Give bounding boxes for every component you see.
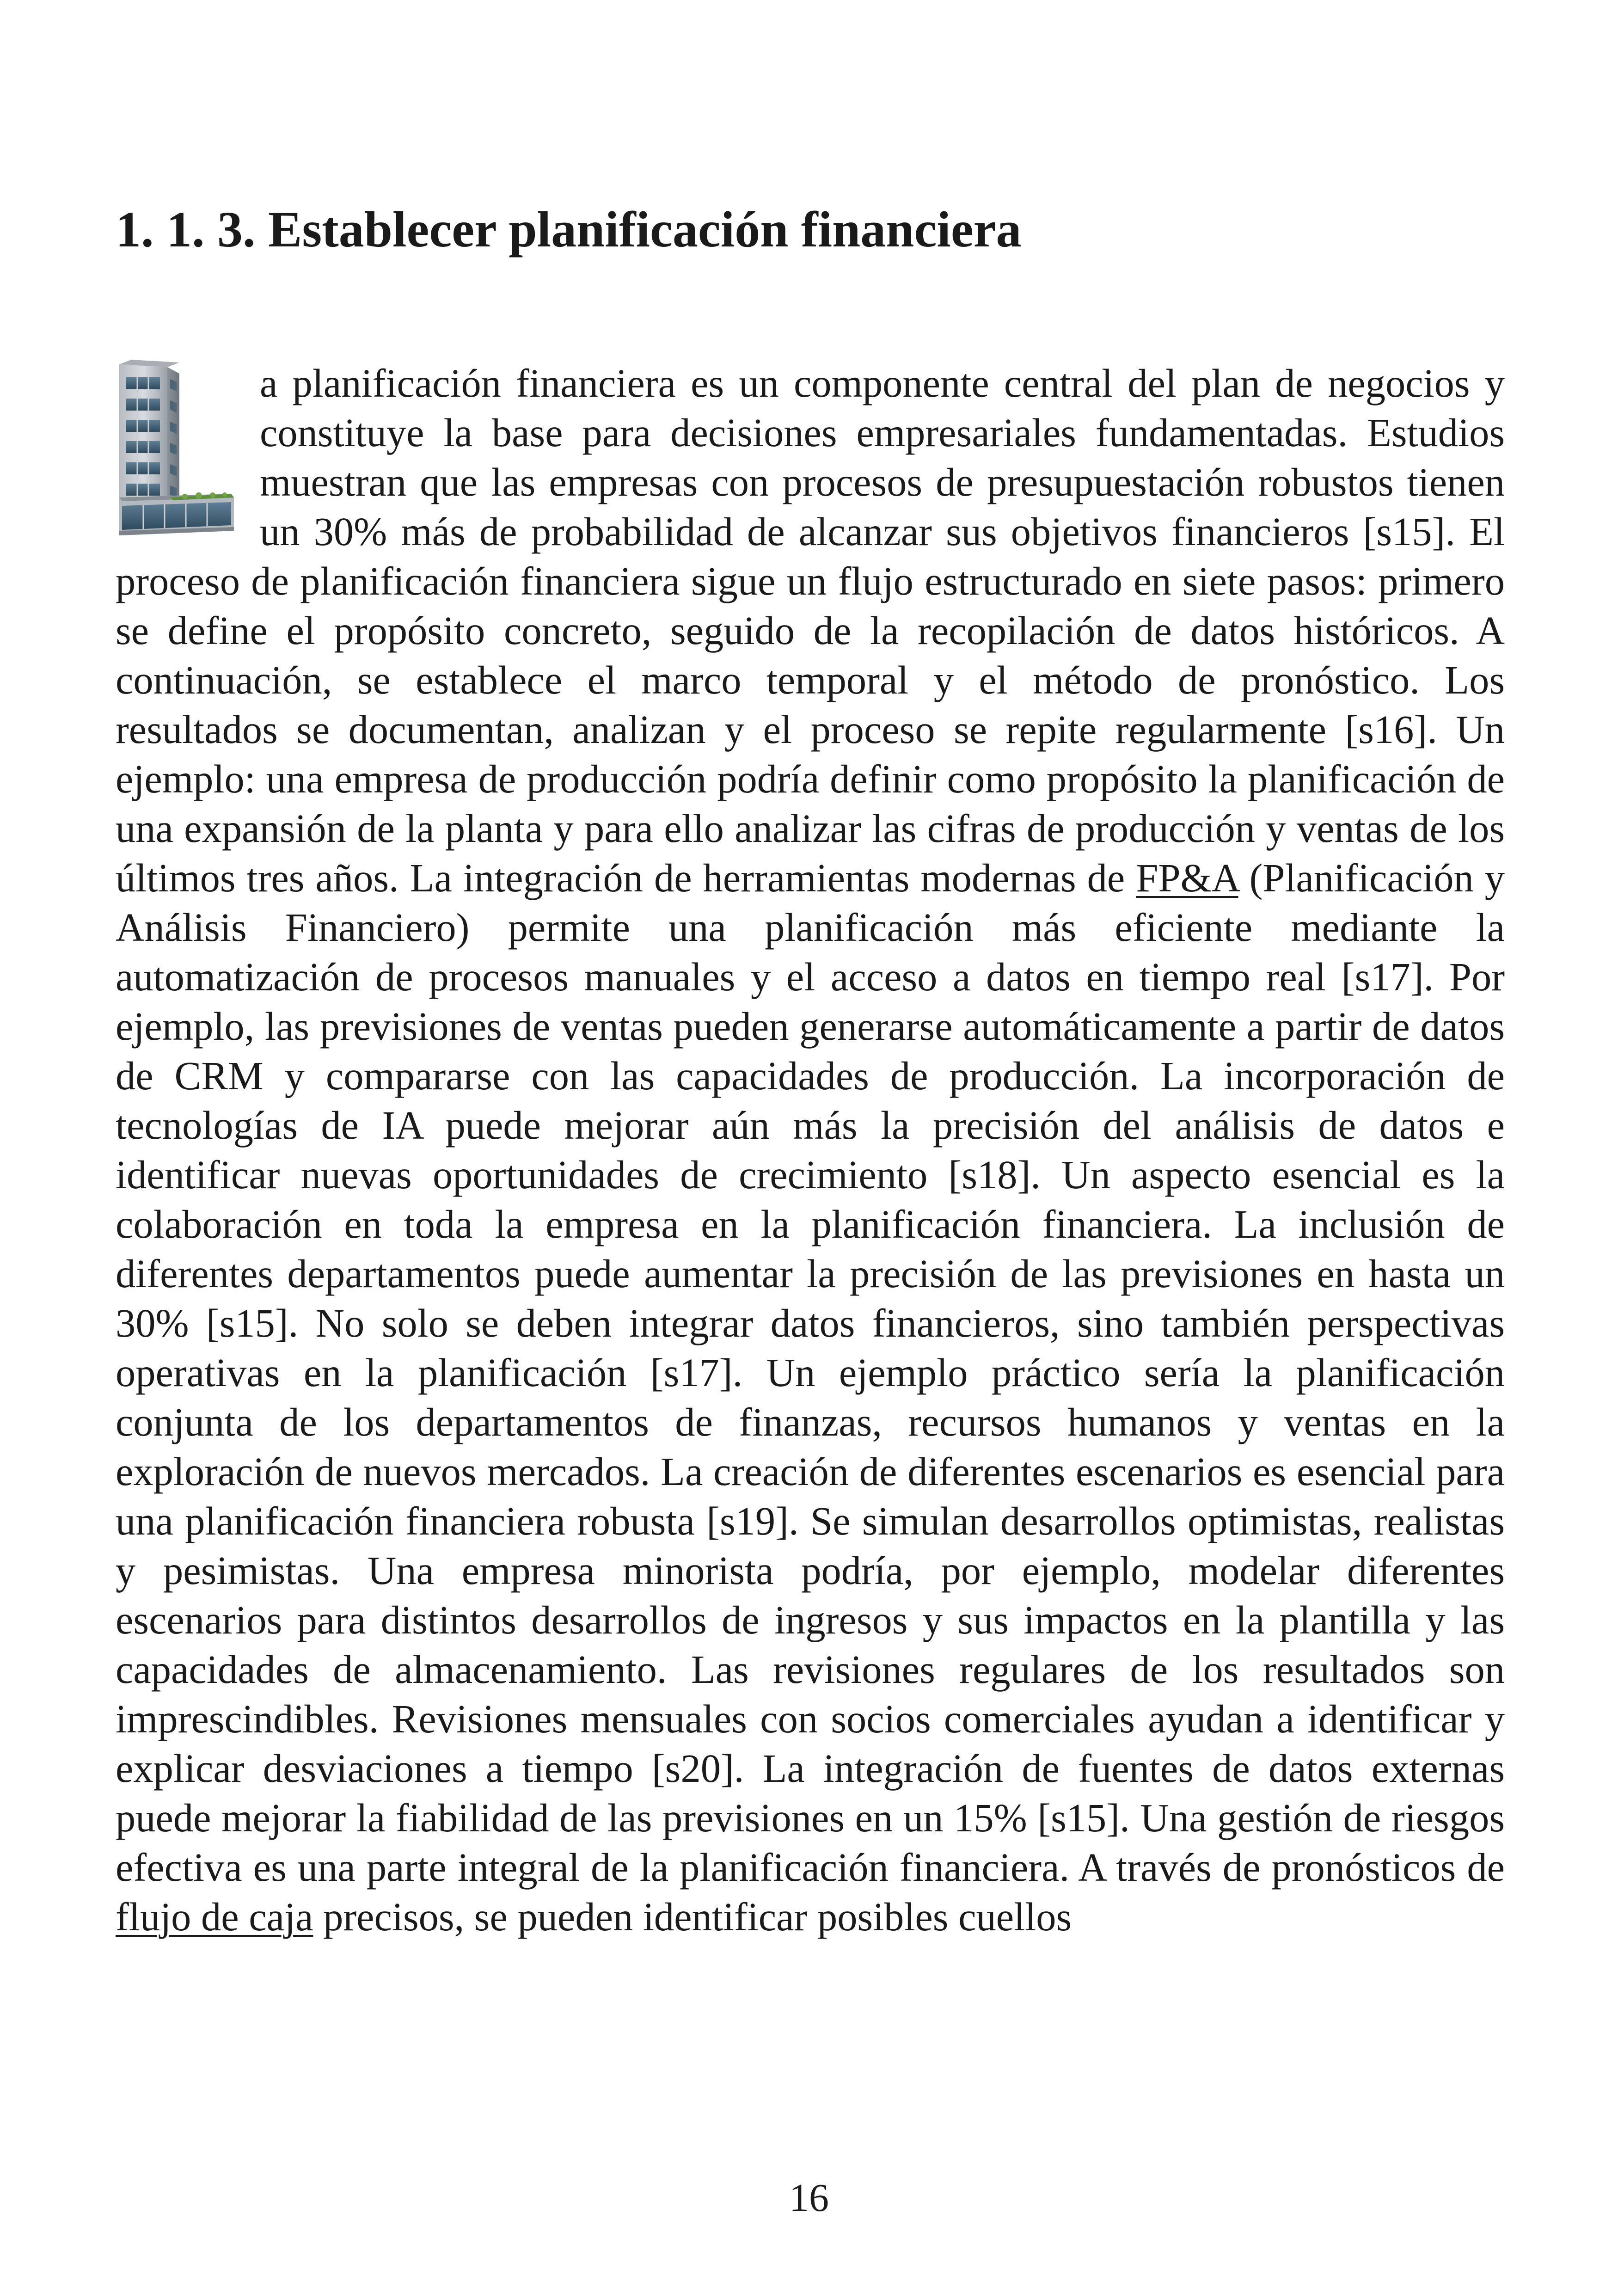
body-paragraph [116,359,1505,1942]
fpa-link[interactable]: FP&A [1136,856,1238,900]
paragraph-text-part-1: a planificación financiera es un componente central del plan de negocios y constituye la base para decisiones empresariales fundamentadas. Estudios muestran que las empresas con procesos de presupuestación robustos tienen un 30% más de probabilidad de alcanzar sus objetivos financieros [s15]. El proceso de planificación financiera sigue un flujo estructurado en siete pasos: primero se define el propósito concreto, seguido de la recopilación de datos históricos. A continuación, se establece el marco temporal y el método de pronóstico. Los resultados se documentan, analizan y el proceso se repite regularmente [s16]. Un ejemplo: una empresa de producción podría definir como propósito la planificación de una expansión de la planta y para ello analizar las cifras de producción y ventas de los últimos tres años. La integración de herramientas modernas de [116,361,1505,900]
section-heading: 1. 1. 3. Establecer planificación financiera [116,201,1022,258]
paragraph-text-part-2: (Planificación y Análisis Financiero) permite una planificación más eficiente mediante la automatización de procesos manuales y el acceso a datos en tiempo real [s17]. Por ejemplo, las previsiones de ventas pueden generarse automáticamente a partir de datos de CRM y compararse con las capacidades de producción. La incorporación de tecnologías de IA puede mejorar aún más la precisión del análisis de datos e identificar nuevas oportunidades de crecimiento [s18]. Un aspecto esencial es la colaboración en toda la empresa en la planificación financiera. La inclusión de diferentes departamentos puede aumentar la precisión de las previsiones en hasta un 30% [s15]. No solo se deben integrar datos financieros, sino también perspectivas operativas en la planificación [s17]. Un ejemplo práctico sería la planificación conjunta de los departamentos de finanzas, recursos humanos y ventas en la exploración de nuevos mercados. La creación de diferentes escenarios es esencial para una planificación financiera robusta [s19]. Se simulan desarrollos optimistas, realistas y pesimistas. Una empresa minorista podría, por ejemplo, modelar diferentes escenarios para distintos desarrollos de ingresos y sus impactos en la plantilla y las capacidades de almacenamiento. Las revisiones regulares de los resultados son imprescindibles. Revisiones mensuales con socios comerciales ayudan a identificar y explicar desviaciones a tiempo [s20]. La integración de fuentes de datos externas puede mejorar la fiabilidad de las previsiones en un 15% [s15]. Una gestión de riesgos efectiva es una parte integral de la planificación financiera. A través de pronósticos de [116,856,1505,1890]
building-icon [116,359,236,539]
page-number: 16 [789,2175,829,2220]
building-dropcap-letter-l [116,359,241,539]
paragraph-text-part-3: precisos, se pueden identificar posibles cuellos [313,1895,1072,1939]
cash-flow-link[interactable]: flujo de caja [116,1895,313,1939]
